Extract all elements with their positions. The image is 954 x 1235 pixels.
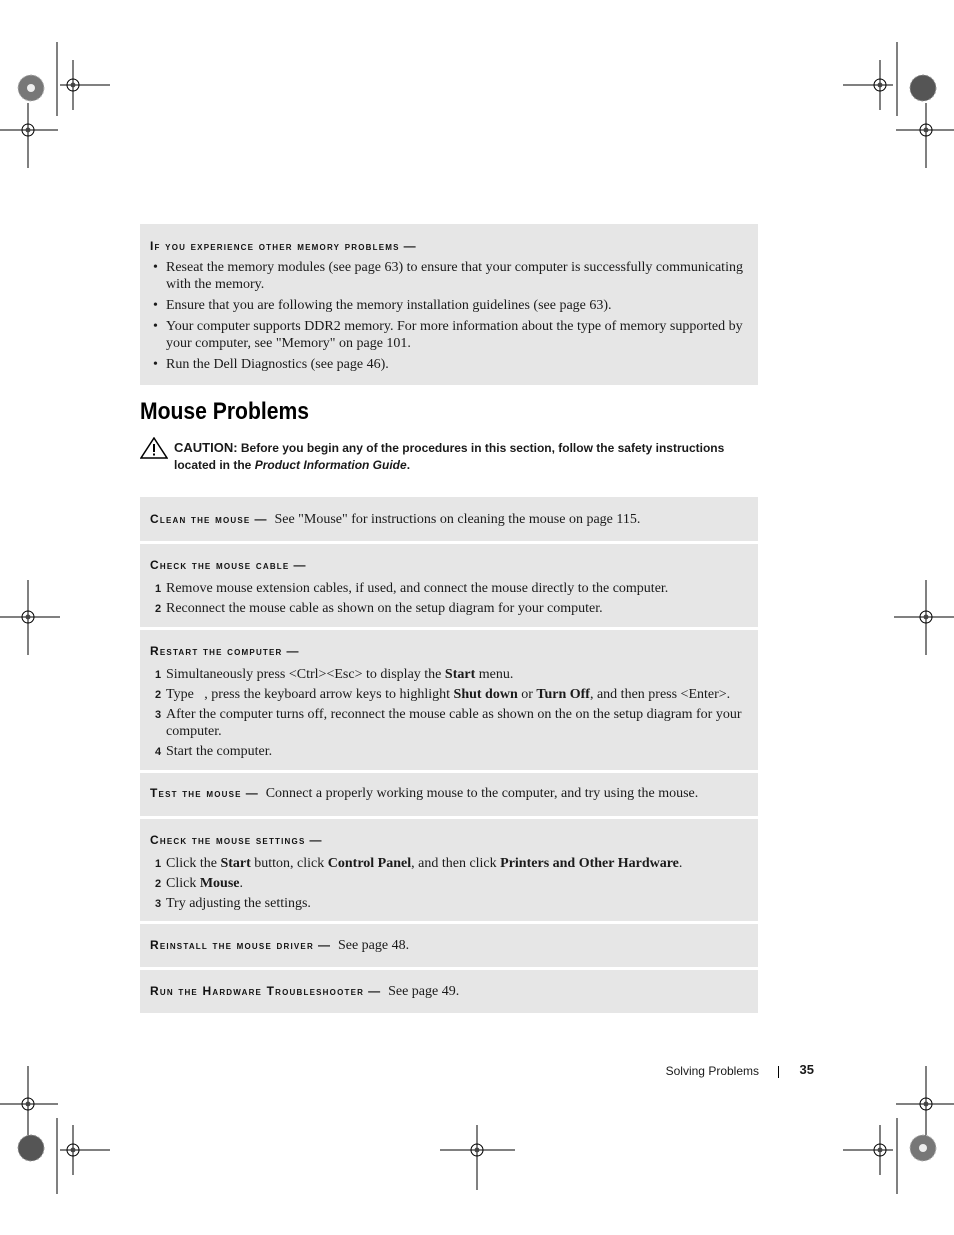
list-item: 1 Simultaneously press <Ctrl><Esc> to display the Start menu. <box>155 667 514 682</box>
memory-bullet-list <box>150 259 748 373</box>
list-item: • Ensure that you are following the memory installation guidelines (see page 63). <box>153 298 612 313</box>
list-item: 3 Try adjusting the settings. <box>155 896 311 911</box>
mouse-settings-panel: Check the mouse settings — 1 Click the Start button, click Control Panel, and then click Printers and Other Hardware. 2 Click Mouse. 3 Try adjusting the settings. <box>140 819 758 921</box>
list-item: 1 Remove mouse extension cables, if used, and connect the mouse directly to the computer. <box>155 581 669 596</box>
page-title: Mouse Problems <box>140 398 310 425</box>
list-item: 2 Click Mouse. <box>155 876 244 891</box>
check-cable-panel: Check the mouse cable — 1 Remove mouse extension cables, if used, and connect the mouse directly to the computer. 2 Reconnect the mouse cable as shown on the setup diagram for your computer. <box>140 544 758 627</box>
panel-text: See "Mouse" for instructions on cleaning the mouse on page 115. <box>274 512 641 527</box>
list-item: • Run the Dell Diagnostics (see page 46). <box>153 357 389 372</box>
panel-text: See page 49. <box>388 984 460 999</box>
memory-problems-heading <box>150 237 748 255</box>
reinstall-driver-panel: Reinstall the mouse driver — See page 48. <box>140 924 758 967</box>
panel-heading: Reinstall the mouse driver <box>150 938 314 952</box>
panel-heading: Clean the mouse <box>150 512 251 526</box>
list-item: • Your computer supports DDR2 memory. For more information about the type of memory supported by your computer, see "Memory" on page 101. <box>153 319 743 351</box>
step-list <box>150 580 748 617</box>
memory-problems-panel <box>140 224 758 385</box>
test-mouse-panel: Test the mouse — Connect a properly working mouse to the computer, and try using the mouse. <box>140 773 758 816</box>
step-list <box>150 666 748 760</box>
step-list <box>150 855 748 912</box>
heading-dash: — <box>403 239 416 253</box>
warning-triangle-icon <box>140 437 168 459</box>
panel-heading: If you experience other memory problems <box>150 239 400 253</box>
list-item: 4 Start the computer. <box>155 744 273 759</box>
panel-heading: Test the mouse <box>150 786 242 800</box>
panel-heading: Check the mouse settings <box>150 833 306 847</box>
list-item: • Reseat the memory modules (see page 63) to ensure that your computer is successfully communicating with the memory. <box>153 260 743 292</box>
guide-title: Product Information Guide <box>254 458 407 472</box>
hardware-troubleshooter-panel: Run the Hardware Troubleshooter — See page 49. <box>140 970 758 1013</box>
panel-heading: Restart the computer <box>150 644 283 658</box>
caution-text: CAUTION: Before you begin any of the procedures in this section, follow the safety instructions located in the Product Information Guide. <box>174 440 725 472</box>
list-item: 2 Type , press the keyboard arrow keys to highlight Shut down or Turn Off, and then press <Enter>. <box>155 687 731 702</box>
caution-label: CAUTION: <box>174 440 238 455</box>
panel-heading: Check the mouse cable <box>150 558 290 572</box>
footer-section-name: Solving Problems <box>665 1064 759 1078</box>
panel-text: See page 48. <box>337 938 410 953</box>
list-item: 2 Reconnect the mouse cable as shown on the setup diagram for your computer. <box>155 601 603 616</box>
footer-divider <box>778 1066 779 1078</box>
list-item: 3 After the computer turns off, reconnect the mouse cable as shown on the on the setup diagram for your computer. <box>155 707 742 739</box>
panel-heading: Run the Hardware Troubleshooter <box>150 984 365 998</box>
restart-computer-panel: Restart the computer — 1 Simultaneously press <Ctrl><Esc> to display the Start menu. 2 Type , press the keyboard arrow keys to highlight Shut down or Turn Off, and then press <Enter>. 3 After the computer turns off, reconnect the mouse cable as shown on the on the setup diagram for your computer. 4 Start the computer. <box>140 630 758 770</box>
panel-text: Connect a properly working mouse to the computer, and try using the mouse. <box>265 786 699 801</box>
clean-mouse-panel: Clean the mouse — See "Mouse" for instructions on cleaning the mouse on page 115. <box>140 497 758 541</box>
list-item: 1 Click the Start button, click Control Panel, and then click Printers and Other Hardware. <box>155 856 683 871</box>
page-number: 35 <box>799 1062 814 1077</box>
